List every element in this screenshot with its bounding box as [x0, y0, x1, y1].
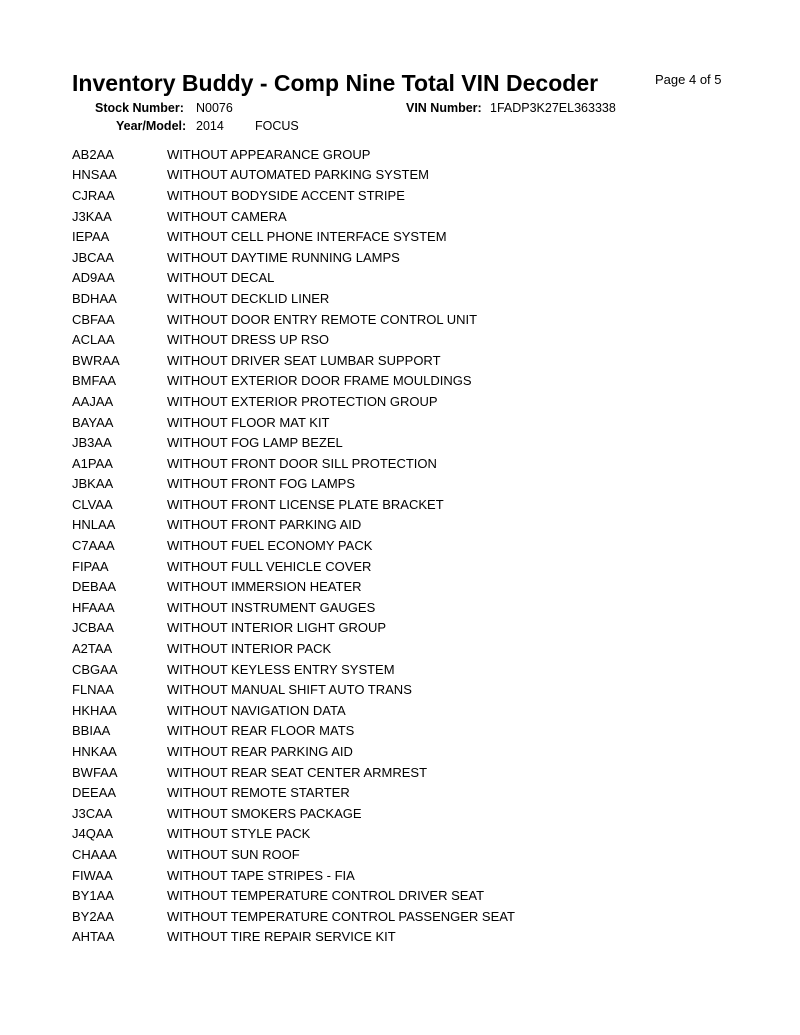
option-row: [72, 350, 772, 371]
option-description: WITHOUT NAVIGATION DATA: [167, 702, 346, 718]
option-row: [72, 226, 772, 247]
option-code: BAYAA: [72, 414, 114, 430]
option-row: [72, 535, 772, 556]
option-row: [72, 659, 772, 680]
option-code: FIPAA: [72, 558, 109, 574]
option-code: BMFAA: [72, 373, 117, 389]
option-description: WITHOUT FRONT LICENSE PLATE BRACKET: [167, 496, 444, 512]
page-indicator: Page 4 of 5: [655, 72, 722, 87]
option-row: [72, 247, 772, 268]
option-description: WITHOUT DECKLID LINER: [167, 290, 330, 306]
option-row: [72, 906, 772, 927]
option-description: WITHOUT EXTERIOR DOOR FRAME MOULDINGS: [167, 373, 472, 389]
option-row: [72, 803, 772, 824]
option-description: WITHOUT CAMERA: [167, 208, 287, 224]
option-description: WITHOUT DAYTIME RUNNING LAMPS: [167, 249, 400, 265]
option-row: [72, 453, 772, 474]
option-row: [72, 165, 772, 186]
option-description: WITHOUT SUN ROOF: [167, 846, 300, 862]
option-row: [72, 474, 772, 495]
option-description: WITHOUT TAPE STRIPES - FIA: [167, 867, 355, 883]
option-row: [72, 844, 772, 865]
option-code: AD9AA: [72, 270, 115, 286]
option-code: HNSAA: [72, 167, 117, 183]
option-row: [72, 679, 772, 700]
option-row: [72, 927, 772, 948]
option-code: JB3AA: [72, 435, 112, 451]
vin-number-label: VIN Number:: [406, 101, 482, 115]
model-value: FOCUS: [255, 119, 299, 133]
option-row: [72, 576, 772, 597]
option-code: CLVAA: [72, 496, 113, 512]
option-row: [72, 268, 772, 289]
option-description: WITHOUT INTERIOR LIGHT GROUP: [167, 620, 387, 636]
option-code: J4QAA: [72, 826, 114, 842]
option-row: [72, 206, 772, 227]
option-row: [72, 721, 772, 742]
stock-number-label: Stock Number:: [95, 101, 184, 115]
option-row: [72, 144, 772, 165]
option-description: WITHOUT AUTOMATED PARKING SYSTEM: [167, 167, 429, 183]
option-description: WITHOUT FRONT DOOR SILL PROTECTION: [167, 455, 437, 471]
option-row: [72, 824, 772, 845]
option-row: [72, 741, 772, 762]
option-code: AB2AA: [72, 146, 114, 162]
option-code: CBGAA: [72, 661, 118, 677]
option-code: J3KAA: [72, 208, 112, 224]
option-code: BWRAA: [72, 352, 120, 368]
option-code: BY2AA: [72, 908, 114, 924]
stock-number-value: N0076: [196, 101, 233, 115]
option-code: BDHAA: [72, 290, 117, 306]
year-model-label: Year/Model:: [116, 119, 187, 133]
option-description: WITHOUT STYLE PACK: [167, 826, 311, 842]
option-row: [72, 700, 772, 721]
option-code: C7AAA: [72, 538, 115, 554]
option-row: [72, 432, 772, 453]
option-code: HNLAA: [72, 517, 116, 533]
option-code: J3CAA: [72, 805, 113, 821]
option-code: BY1AA: [72, 888, 114, 904]
year-value: 2014: [196, 119, 224, 133]
option-row: [72, 494, 772, 515]
option-row: [72, 597, 772, 618]
option-description: WITHOUT FLOOR MAT KIT: [167, 414, 330, 430]
option-code: HFAAA: [72, 599, 115, 615]
option-description: WITHOUT INTERIOR PACK: [167, 641, 332, 657]
option-row: [72, 865, 772, 886]
option-description: WITHOUT FOG LAMP BEZEL: [167, 435, 343, 451]
option-description: WITHOUT APPEARANCE GROUP: [167, 146, 371, 162]
option-description: WITHOUT FRONT PARKING AID: [167, 517, 362, 533]
option-description: WITHOUT TEMPERATURE CONTROL PASSENGER SEAT: [167, 908, 515, 924]
option-row: [72, 309, 772, 330]
option-row: [72, 412, 772, 433]
option-description: WITHOUT REMOTE STARTER: [167, 785, 350, 801]
option-row: [72, 391, 772, 412]
option-code: HNKAA: [72, 744, 117, 760]
option-row: [72, 556, 772, 577]
option-description: WITHOUT DRESS UP RSO: [167, 332, 330, 348]
option-code: A2TAA: [72, 641, 113, 657]
option-code: AAJAA: [72, 393, 114, 409]
option-description: WITHOUT SMOKERS PACKAGE: [167, 805, 362, 821]
option-row: [72, 638, 772, 659]
option-code: JBCAA: [72, 249, 114, 265]
option-code: IEPAA: [72, 229, 110, 245]
option-description: WITHOUT TIRE REPAIR SERVICE KIT: [167, 929, 396, 945]
option-description: WITHOUT INSTRUMENT GAUGES: [167, 599, 376, 615]
option-row: [72, 885, 772, 906]
option-code: JBKAA: [72, 476, 114, 492]
option-code: HKHAA: [72, 702, 117, 718]
option-row: [72, 329, 772, 350]
option-row: [72, 288, 772, 309]
option-description: WITHOUT FULL VEHICLE COVER: [167, 558, 372, 574]
option-code: DEBAA: [72, 579, 117, 595]
option-code: DEEAA: [72, 785, 117, 801]
option-description: WITHOUT CELL PHONE INTERFACE SYSTEM: [167, 229, 447, 245]
option-code: A1PAA: [72, 455, 113, 471]
option-description: WITHOUT BODYSIDE ACCENT STRIPE: [167, 187, 405, 203]
option-row: [72, 185, 772, 206]
option-description: WITHOUT DECAL: [167, 270, 275, 286]
option-code: CJRAA: [72, 187, 115, 203]
option-row: [72, 371, 772, 392]
option-code: CBFAA: [72, 311, 115, 327]
option-code-list: [72, 144, 772, 947]
option-description: WITHOUT REAR PARKING AID: [167, 744, 353, 760]
option-code: BWFAA: [72, 764, 118, 780]
document-title: Inventory Buddy - Comp Nine Total VIN Decoder: [72, 70, 599, 96]
option-code: AHTAA: [72, 929, 115, 945]
option-code: BBIAA: [72, 723, 111, 739]
option-description: WITHOUT DRIVER SEAT LUMBAR SUPPORT: [167, 352, 441, 368]
option-description: WITHOUT FRONT FOG LAMPS: [167, 476, 356, 492]
option-description: WITHOUT REAR FLOOR MATS: [167, 723, 355, 739]
option-code: JCBAA: [72, 620, 114, 636]
option-code: CHAAA: [72, 846, 117, 862]
option-description: WITHOUT REAR SEAT CENTER ARMREST: [167, 764, 428, 780]
option-description: WITHOUT TEMPERATURE CONTROL DRIVER SEAT: [167, 888, 485, 904]
option-description: WITHOUT MANUAL SHIFT AUTO TRANS: [167, 682, 412, 698]
option-description: WITHOUT EXTERIOR PROTECTION GROUP: [167, 393, 438, 409]
option-code: FIWAA: [72, 867, 113, 883]
option-code: FLNAA: [72, 682, 114, 698]
option-description: WITHOUT KEYLESS ENTRY SYSTEM: [167, 661, 395, 677]
option-row: [72, 515, 772, 536]
vin-number-value: 1FADP3K27EL363338: [490, 101, 616, 115]
option-description: WITHOUT FUEL ECONOMY PACK: [167, 538, 373, 554]
option-code: ACLAA: [72, 332, 115, 348]
option-row: [72, 762, 772, 783]
option-row: [72, 782, 772, 803]
option-row: [72, 618, 772, 639]
option-description: WITHOUT IMMERSION HEATER: [167, 579, 362, 595]
option-description: WITHOUT DOOR ENTRY REMOTE CONTROL UNIT: [167, 311, 478, 327]
